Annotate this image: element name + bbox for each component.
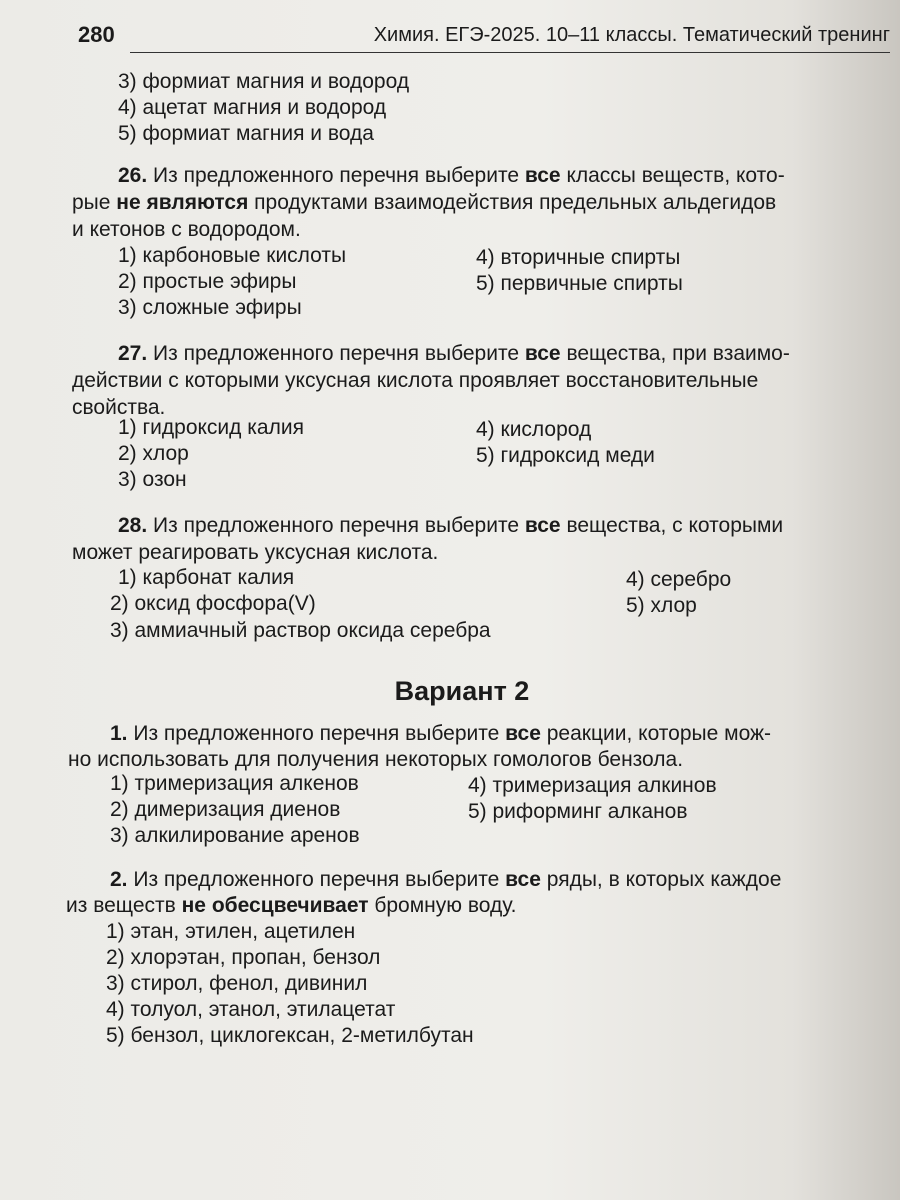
option: 5) бензол, циклогексан, 2-метилбутан <box>106 1024 474 1047</box>
variant2-question-2-line2: из веществ не обесцвечивает бромную воду. <box>66 894 517 917</box>
option: 2) димеризация диенов <box>110 798 341 821</box>
question-28-line2: может реагировать уксусная кислота. <box>72 541 439 564</box>
list-item: 3) формиат магния и водород <box>118 70 410 93</box>
option: 3) озон <box>118 468 187 491</box>
page-number: 280 <box>78 22 115 47</box>
list-item: 4) ацетат магния и водород <box>118 96 387 119</box>
option: 1) этан, этилен, ацетилен <box>106 920 356 943</box>
question-number: 1. <box>110 722 128 745</box>
option: 1) тримеризация алкенов <box>110 772 359 795</box>
option: 5) первичные спирты <box>476 272 683 295</box>
option: 5) хлор <box>626 594 697 617</box>
question-number: 2. <box>110 868 128 891</box>
option: 2) хлорэтан, пропан, бензол <box>106 946 381 969</box>
question-27-line2: действии с которыми уксусная кислота проявляет восстановительные <box>72 369 759 392</box>
option: 3) аммиачный раствор оксида серебра <box>110 619 491 642</box>
question-27-line3: свойства. <box>72 396 166 419</box>
option: 4) толуол, этанол, этилацетат <box>106 998 396 1021</box>
question-number: 27. <box>118 342 148 365</box>
running-title: Химия. ЕГЭ-2025. 10–11 классы. Тематический тренинг <box>373 24 890 46</box>
question-27-line1: 27. Из предложенного перечня выберите все вещества, при взаимо- <box>118 342 790 365</box>
option: 5) гидроксид меди <box>476 444 655 467</box>
list-item: 5) формиат магния и вода <box>118 122 374 145</box>
question-number: 26. <box>118 164 148 187</box>
option: 1) гидроксид калия <box>118 416 304 439</box>
option: 2) хлор <box>118 442 189 465</box>
option: 3) стирол, фенол, дивинил <box>106 972 368 995</box>
option: 5) риформинг алканов <box>468 800 688 823</box>
option: 3) алкилирование аренов <box>110 824 360 847</box>
variant2-question-1-line1: 1. Из предложенного перечня выберите все реакции, которые мож- <box>110 722 772 745</box>
page-header <box>78 22 890 52</box>
option: 2) оксид фосфора(V) <box>110 592 316 615</box>
option: 4) тримеризация алкинов <box>468 774 717 797</box>
option: 4) вторичные спирты <box>476 246 681 269</box>
question-number: 28. <box>118 514 148 537</box>
question-28-line1: 28. Из предложенного перечня выберите все вещества, с которыми <box>118 514 784 537</box>
question-26-line2: рые не являются продуктами взаимодействия предельных альдегидов <box>72 191 777 214</box>
header-rule <box>130 52 890 53</box>
variant2-question-1-line2: но использовать для получения некоторых гомологов бензола. <box>68 748 684 771</box>
option: 1) карбоновые кислоты <box>118 244 347 267</box>
option: 4) серебро <box>626 568 732 591</box>
question-26-line1: 26. Из предложенного перечня выберите все классы веществ, кото- <box>118 164 785 187</box>
option: 1) карбонат калия <box>118 566 295 589</box>
option: 4) кислород <box>476 418 592 441</box>
question-26-line3: и кетонов с водородом. <box>72 218 301 241</box>
option: 3) сложные эфиры <box>118 296 302 319</box>
option: 2) простые эфиры <box>118 270 297 293</box>
variant2-question-2-line1: 2. Из предложенного перечня выберите все ряды, в которых каждое <box>110 868 782 891</box>
section-heading: Вариант 2 <box>394 676 530 706</box>
